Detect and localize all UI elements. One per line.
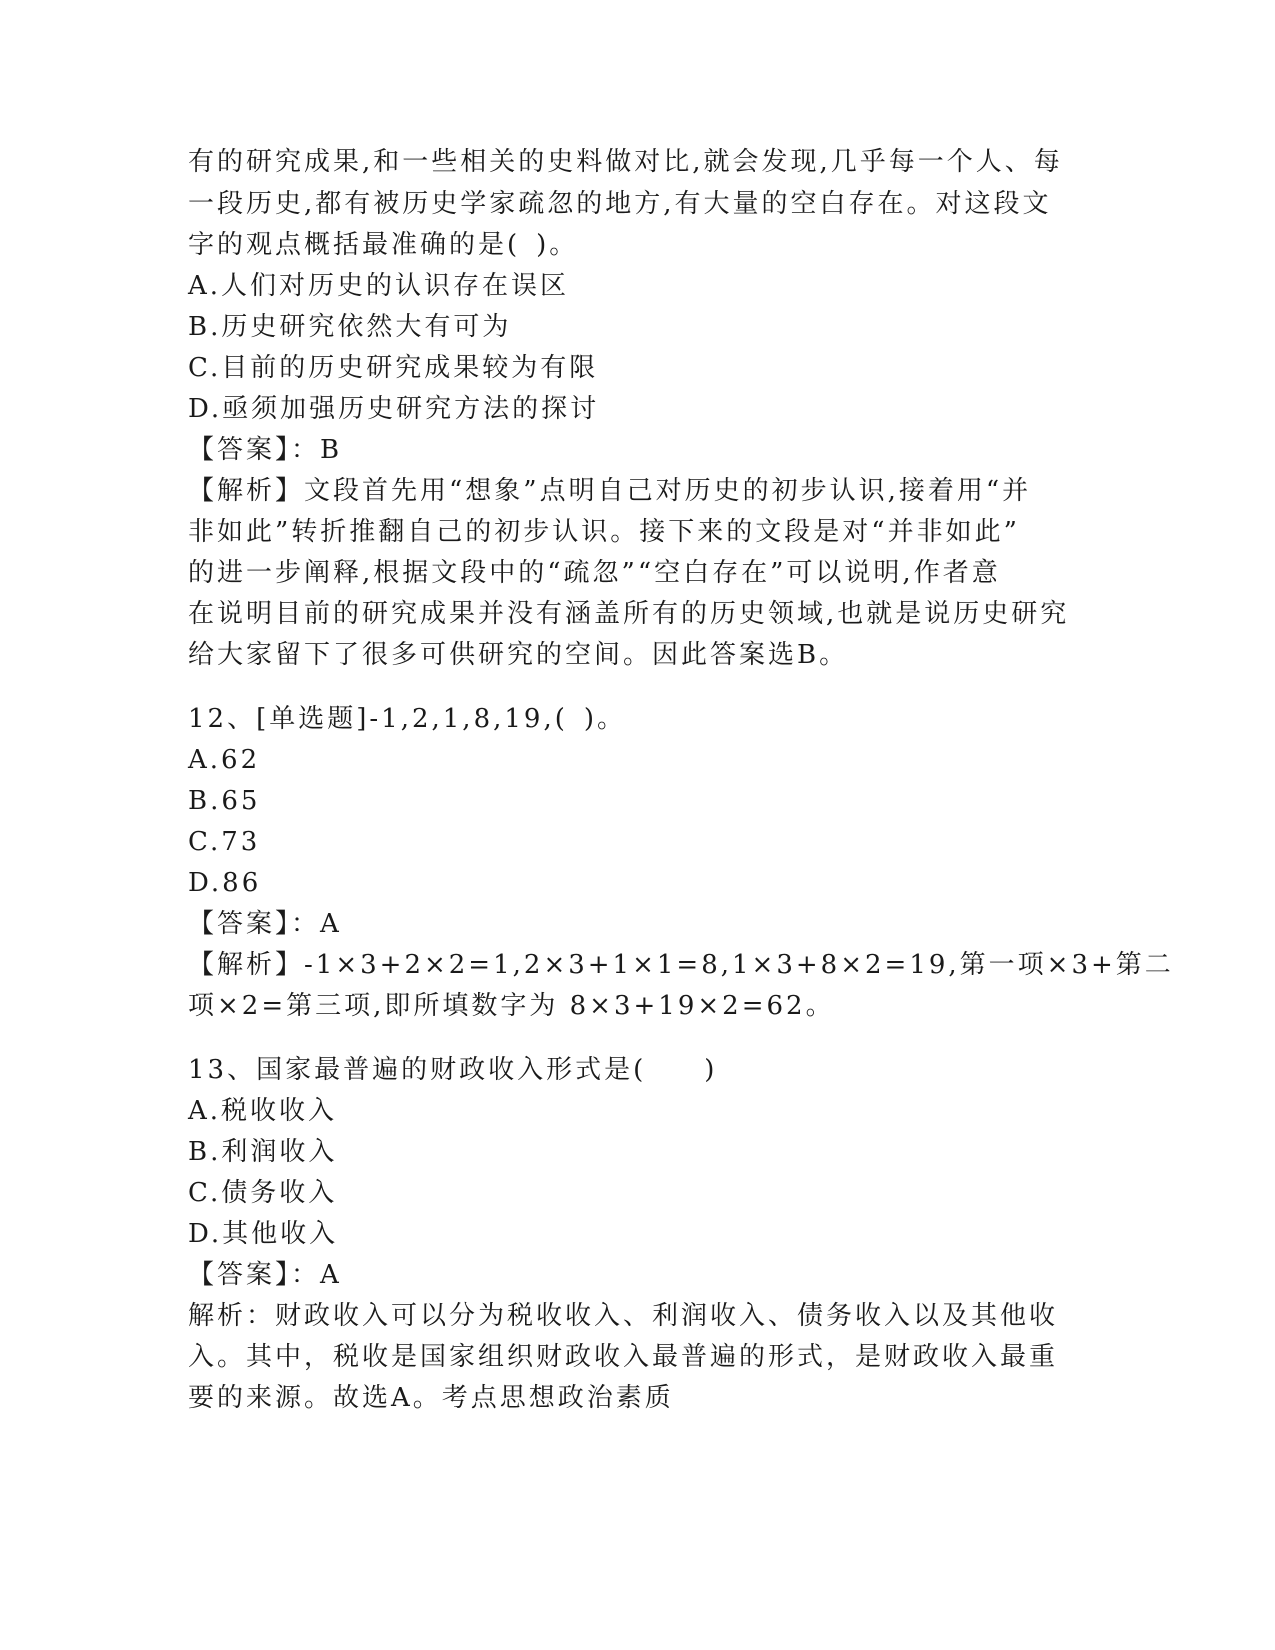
q13-option-b: B.利润收入 [188, 1137, 338, 1167]
q12-analysis-line-2: 项×2=第三项,即所填数字为 8×3+19×2=62。 [188, 991, 835, 1021]
q12-option-d: D.86 [188, 868, 262, 898]
q13-analysis-line-1: 解析：财政收入可以分为税收收入、利润收入、债务收入以及其他收 [188, 1301, 1059, 1331]
q13-answer: 【答案】：A [188, 1260, 342, 1290]
q11-option-d: D.亟须加强历史研究方法的探讨 [188, 394, 600, 424]
q13-option-a: A.税收收入 [188, 1096, 338, 1126]
q11-stem-line-3: 字的观点概括最准确的是( )。 [188, 230, 579, 260]
q11-analysis-line-5: 给大家留下了很多可供研究的空间。因此答案选B。 [188, 640, 849, 670]
q12-answer: 【答案】：A [188, 909, 342, 939]
q12-analysis-line-1: 【解析】-1×3+2×2=1,2×3+1×1=8,1×3+8×2=19,第一项×3+第二 [188, 950, 1174, 980]
q13-option-c: C.债务收入 [188, 1178, 338, 1208]
q12-option-b: B.65 [188, 786, 261, 816]
q13-stem: 13、国家最普遍的财政收入形式是( ) [188, 1055, 718, 1085]
q11-analysis-line-2: 非如此”转折推翻自己的初步认识。接下来的文段是对“并非如此” [188, 517, 1020, 547]
q11-option-b: B.历史研究依然大有可为 [188, 312, 512, 342]
q13-analysis-line-3: 要的来源。故选A。考点思想政治素质 [188, 1383, 674, 1413]
q11-stem-line-2: 一段历史,都有被历史学家疏忽的地方,有大量的空白存在。对这段文 [188, 189, 1052, 219]
q13-option-d: D.其他收入 [188, 1219, 339, 1249]
q11-option-a: A.人们对历史的认识存在误区 [188, 271, 570, 301]
q11-answer: 【答案】：B [188, 435, 343, 465]
q11-option-c: C.目前的历史研究成果较为有限 [188, 353, 599, 383]
q11-analysis-line-4: 在说明目前的研究成果并没有涵盖所有的历史领域,也就是说历史研究 [188, 599, 1070, 629]
q12-option-a: A.62 [188, 745, 261, 775]
q13-analysis-line-2: 入。其中，税收是国家组织财政收入最普遍的形式，是财政收入最重 [188, 1342, 1059, 1372]
q11-analysis-line-1: 【解析】文段首先用“想象”点明自己对历史的初步认识,接着用“并 [188, 476, 1032, 506]
q12-option-c: C.73 [188, 827, 261, 857]
q12-stem: 12、[单选题]-1,2,1,8,19,( )。 [188, 704, 627, 734]
q11-stem-line-1: 有的研究成果,和一些相关的史料做对比,就会发现,几乎每一个人、每 [188, 147, 1063, 177]
q11-analysis-line-3: 的进一步阐释,根据文段中的“疏忽”“空白存在”可以说明,作者意 [188, 558, 1001, 588]
